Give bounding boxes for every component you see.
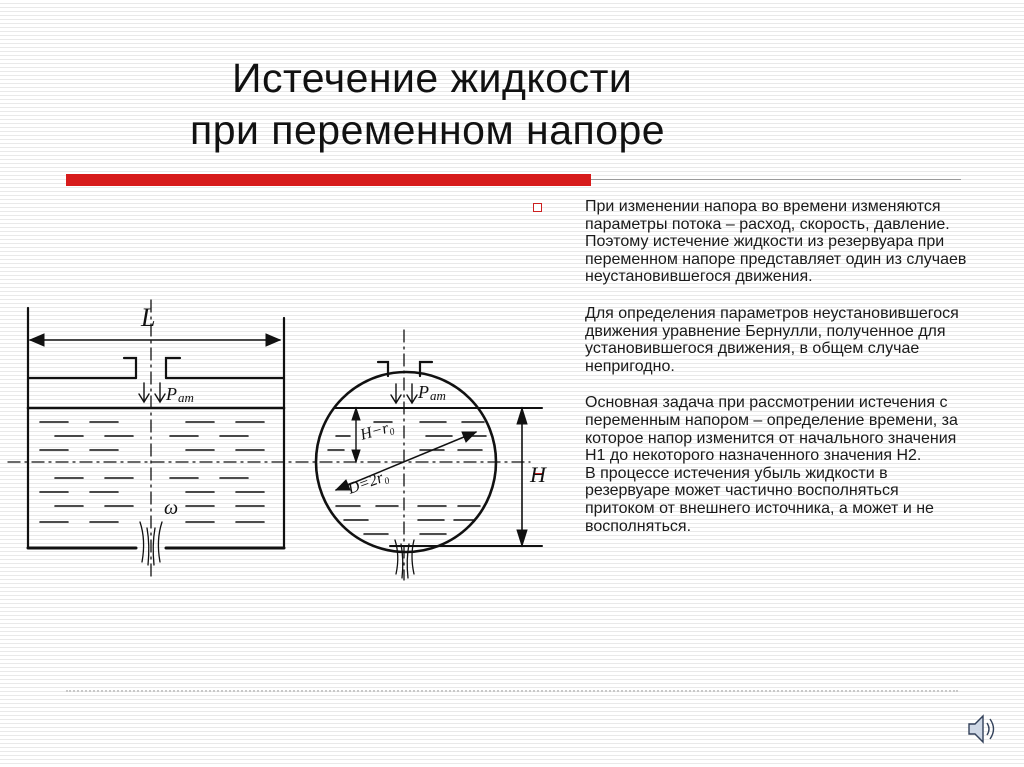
- svg-text:L: L: [141, 303, 156, 332]
- bullet-item: [530, 465, 970, 535]
- cylindrical-tank-sketch: [316, 330, 542, 580]
- title-accent-bar: [66, 174, 591, 186]
- title-accent-rule: [591, 179, 961, 180]
- bullet-text: При изменении напора во времени изменяются параметры потока – расход, скорость, давление. Поэтому истечение жидкости из резервуара при переменном напоре представляет один из случаев неустановившегося движения.: [585, 198, 967, 286]
- square-bullet-icon: [533, 203, 542, 212]
- svg-text:H: H: [530, 462, 546, 487]
- bullet-list: [530, 198, 970, 535]
- bullet-text: Для определения параметров неустановившегося движения уравнение Бернулли, полученное для установившегося движения, в общем случае непригодно.: [585, 304, 959, 375]
- rectangular-tank-sketch: [28, 300, 284, 580]
- svg-text:D=2r₀: D=2r₀: [345, 467, 391, 498]
- svg-text:ат: ат: [430, 388, 446, 403]
- bullet-item: [530, 305, 970, 375]
- bullet-text: В процессе истечения убыль жидкости в резервуаре может частично восполняться притоком от внешнего источника, а может и не восполняться.: [585, 464, 934, 535]
- svg-text:P: P: [418, 382, 429, 402]
- svg-text:P: P: [166, 384, 177, 404]
- bullet-item: [530, 394, 970, 464]
- svg-text:ат: ат: [178, 390, 194, 405]
- footer-divider: [66, 690, 958, 692]
- svg-text:H−r₀: H−r₀: [358, 418, 396, 444]
- bullet-text: Основная задача при рассмотрении истечения с переменным напором – определение времени, за которое напор изменится от начального значения H1 до некоторого назначенного значения H2.: [585, 394, 958, 465]
- tank-outflow-figure: [0, 290, 560, 590]
- title-line-1: Истечение жидкости: [232, 55, 633, 101]
- speaker-icon[interactable]: [966, 712, 998, 746]
- bullet-item: [530, 198, 970, 286]
- slide-title: [190, 52, 830, 156]
- title-line-2: при переменном напоре: [190, 107, 666, 153]
- svg-text:ω: ω: [164, 497, 179, 519]
